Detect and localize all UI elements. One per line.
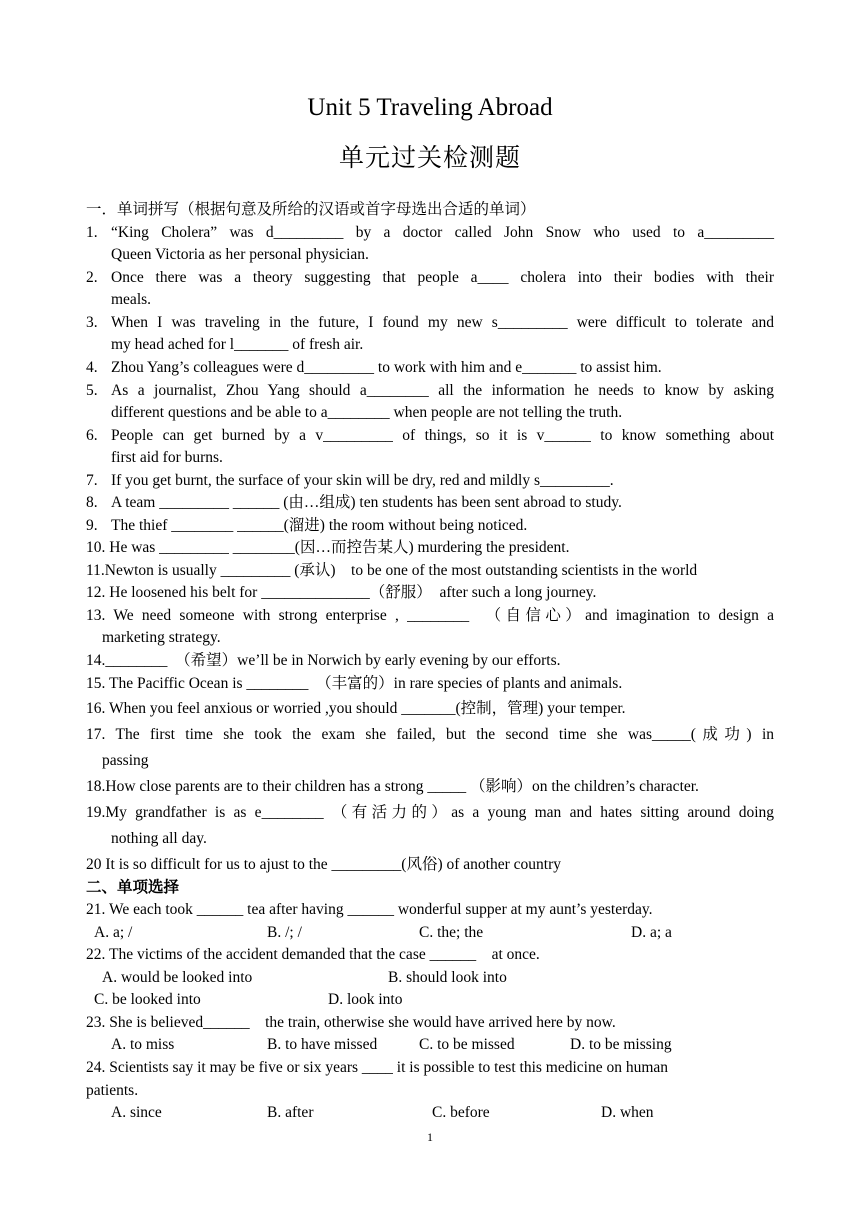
question-17-cont: passing <box>102 752 149 769</box>
q22-option-a: A. would be looked into <box>102 969 253 986</box>
q21-option-c: C. the; the <box>419 924 484 941</box>
question-24-cont: patients. <box>86 1082 139 1099</box>
q21-option-b: B. /; / <box>267 924 302 941</box>
question-19-cont: nothing all day. <box>111 830 207 847</box>
question-18: 18.How close parents are to their children has a strong _____ （影响）on the children’s character. <box>86 778 699 795</box>
question-5-cont: different questions and be able to a________ when people are not telling the truth. <box>111 404 623 421</box>
q21-option-a: A. a; / <box>94 924 133 941</box>
question-9: 9. The thief ________ ______(溜进) the room without being noticed. <box>86 517 528 534</box>
question-13-cont: marketing strategy. <box>102 629 221 646</box>
question-8: 8. A team _________ ______ (由…组成) ten students has been sent abroad to study. <box>86 494 622 511</box>
question-22: 22. The victims of the accident demanded that the case ______ at once. <box>86 946 540 963</box>
q23-option-a: A. to miss <box>111 1036 175 1053</box>
question-6-cont: first aid for burns. <box>111 449 223 466</box>
question-11: 11.Newton is usually _________ (承认) to be one of the most outstanding scientists in the world <box>86 562 698 579</box>
q22-option-c: C. be looked into <box>94 991 201 1008</box>
question-1: 1. “King Cholera” was d_________ by a doctor called John Snow who used to a_________ <box>86 224 774 241</box>
q24-option-c: C. before <box>432 1104 490 1121</box>
q24-option-d: D. when <box>601 1104 654 1121</box>
question-24: 24. Scientists say it may be five or six years ____ it is possible to test this medicine on human <box>86 1059 669 1076</box>
question-2-cont: meals. <box>111 291 152 308</box>
question-3-cont: my head ached for l_______ of fresh air. <box>111 336 364 353</box>
q23-option-c: C. to be missed <box>419 1036 515 1053</box>
q22-option-b: B. should look into <box>388 969 507 986</box>
section2-heading: 二、单项选择 <box>86 879 180 896</box>
question-5: 5. As a journalist, Zhou Yang should a________ all the information he needs to know by asking <box>86 382 774 399</box>
question-20: 20 It is so difficult for us to ajust to the _________(风俗) of another country <box>86 856 561 873</box>
section1-heading: 一．单词拼写（根据句意及所给的汉语或首字母选出合适的单词） <box>86 201 536 218</box>
question-3: 3. When I was traveling in the future, I found my new s_________ were difficult to tolerate and <box>86 314 774 331</box>
question-17: 17. The first time she took the exam she failed, but the second time she was_____(成功) in <box>86 726 774 743</box>
question-7: 7. If you get burnt, the surface of your skin will be dry, red and mildly s_________. <box>86 472 614 489</box>
document-title: Unit 5 Traveling Abroad <box>307 94 553 121</box>
page-number: 1 <box>427 1130 433 1144</box>
question-21: 21. We each took ______ tea after having ______ wonderful supper at my aunt’s yesterday. <box>86 901 653 918</box>
question-13: 13. We need someone with strong enterprise , ________ （自信心）and imagination to design a <box>86 607 774 624</box>
q23-option-d: D. to be missing <box>570 1036 672 1053</box>
question-1-cont: Queen Victoria as her personal physician. <box>111 246 369 263</box>
question-19: 19.My grandfather is as e________ （有活力的）as a young man and hates sitting around doing <box>86 804 774 821</box>
q24-option-b: B. after <box>267 1104 314 1121</box>
question-2: 2. Once there was a theory suggesting that people a____ cholera into their bodies with their <box>86 269 774 286</box>
q22-option-d: D. look into <box>328 991 403 1008</box>
question-15: 15. The Paciffic Ocean is ________ （丰富的）in rare species of plants and animals. <box>86 675 623 692</box>
question-14: 14.________ （希望）we’ll be in Norwich by early evening by our efforts. <box>86 652 561 669</box>
question-16: 16. When you feel anxious or worried ,you should _______(控制，管理) your temper. <box>86 700 626 717</box>
question-12: 12. He loosened his belt for ______________（舒服） after such a long journey. <box>86 584 597 601</box>
question-4: 4. Zhou Yang’s colleagues were d_________ to work with him and e_______ to assist him. <box>86 359 662 376</box>
q21-option-d: D. a; a <box>631 924 672 941</box>
document-subtitle: 单元过关检测题 <box>338 145 521 172</box>
q24-option-a: A. since <box>111 1104 162 1121</box>
q23-option-b: B. to have missed <box>267 1036 378 1053</box>
question-10: 10. He was _________ ________(因…而控告某人) murdering the president. <box>86 539 570 556</box>
question-23: 23. She is believed______ the train, otherwise she would have arrived here by now. <box>86 1014 616 1031</box>
question-6: 6. People can get burned by a v_________ of things, so it is v______ to know something about <box>86 427 774 444</box>
